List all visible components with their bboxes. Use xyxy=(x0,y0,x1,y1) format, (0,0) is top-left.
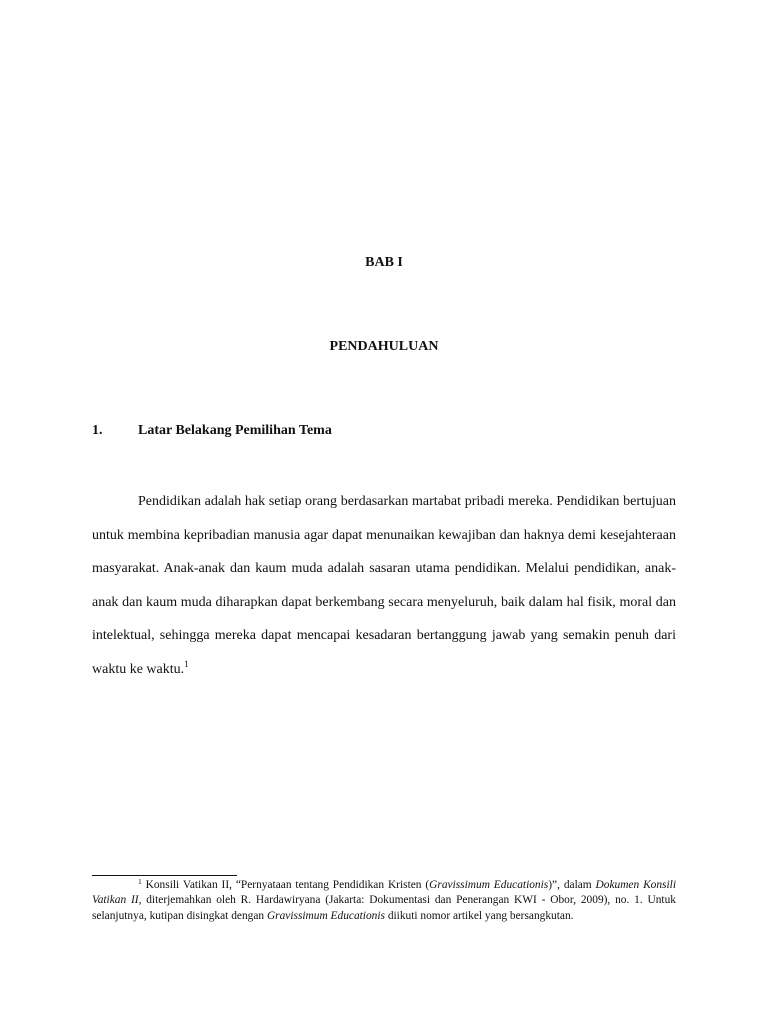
body-paragraph xyxy=(92,485,676,687)
section-title: Latar Belakang Pemilihan Tema xyxy=(138,423,332,438)
chapter-title: PENDAHULUAN xyxy=(329,339,439,354)
footnote-italic-short-title: Gravissimum Educationis xyxy=(266,909,385,922)
paragraph-text: Pendidikan adalah hak setiap orang berdasarkan martabat pribadi mereka. Pendidikan bertujuan untuk membina kepribadian manusia agar dapat menunaikan kewajiban dan haknya demi kesejahteraan masyarakat. Anak-anak dan kaum muda adalah sasaran utama pendidikan. Melalui pendidikan, anak-anak dan kaum muda diharapkan dapat berkembang secara menyeluruh, baik dalam hal fisik, moral dan intelektual, sehingga mereka dapat mencapai kesadaran bertanggung jawab yang semakin penuh dari waktu ke waktu. xyxy=(92,494,676,677)
chapter-label: BAB I xyxy=(365,255,403,270)
footnote-marker: 1 xyxy=(138,877,142,886)
footnote-divider xyxy=(92,875,237,876)
footnote-text-part1: Konsili Vatikan II, “Pernyataan tentang Pendidikan Kristen ( xyxy=(145,879,430,891)
section-heading xyxy=(92,422,332,440)
footnote xyxy=(92,878,676,924)
footnote-text-part2: )”, dalam xyxy=(548,879,596,891)
footnote-reference[interactable]: 1 xyxy=(184,658,189,669)
footnote-italic-source: Dokumen Konsili Vatikan II, xyxy=(92,879,676,907)
section-number: 1. xyxy=(92,423,103,438)
footnote-italic-title: Gravissimum Educationis xyxy=(429,879,549,891)
footnote-text-part3: diterjemahkan oleh R. Hardawiryana (Jakarta: Dokumentasi dan Penerangan KWI - Obor, 2009), no. 1. Untuk selanjutnya, kutipan disingkat dengan xyxy=(92,894,676,922)
footnote-text-part4: diikuti nomor artikel yang bersangkutan. xyxy=(384,909,574,922)
